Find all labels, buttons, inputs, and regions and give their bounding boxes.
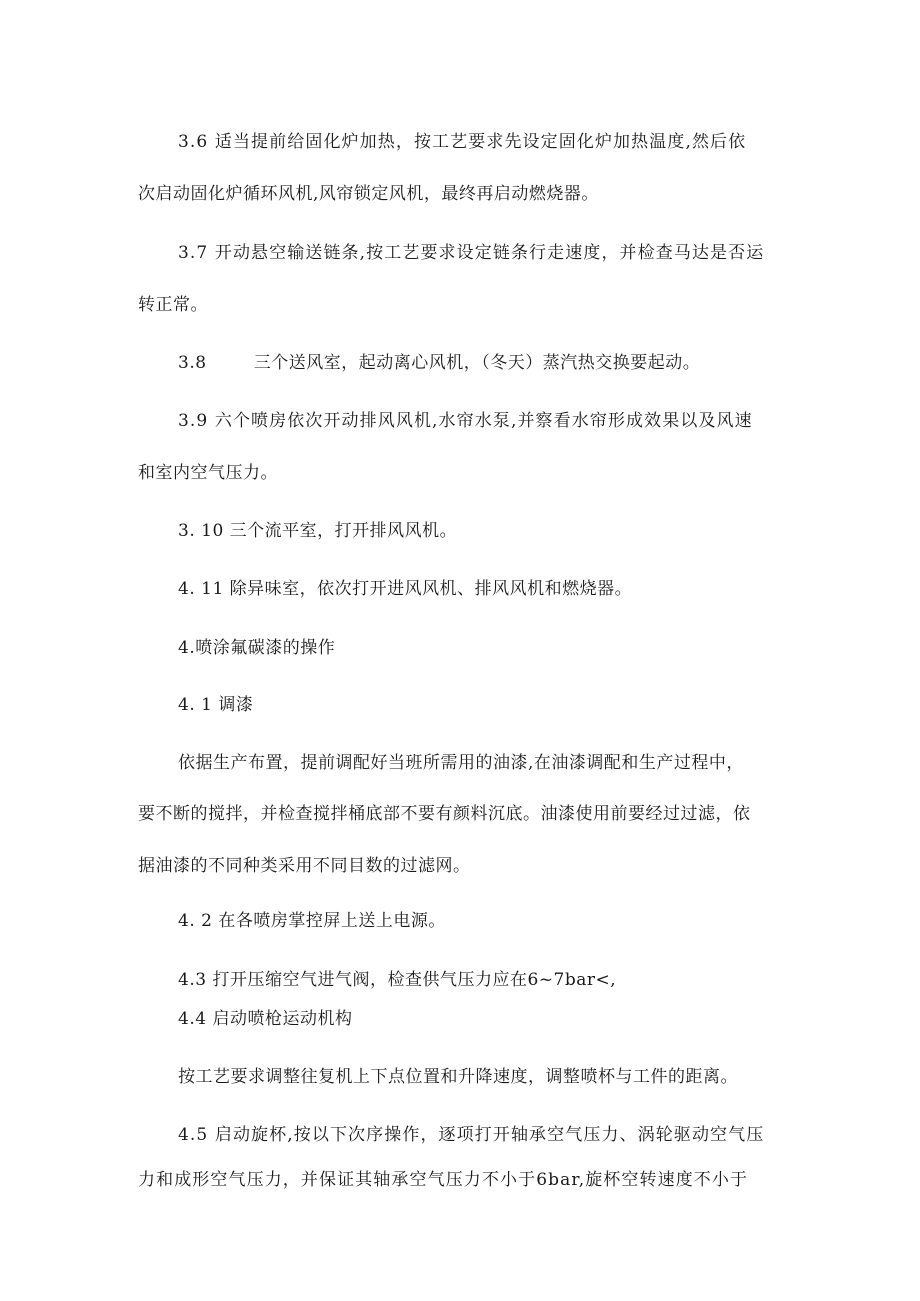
text-line: 4. 11 除异味室，依次打开进风风机、排风风机和燃烧器。 bbox=[178, 579, 633, 599]
text-line: 要不断的搅拌，并检查搅拌桶底部不要有颜料沉底。油漆使用前要经过过滤，依 bbox=[138, 804, 751, 824]
text-line: 次启动固化炉循环风机,风帘锁定风机，最终再启动燃烧器。 bbox=[138, 184, 599, 204]
text-line: 和室内空气压力。 bbox=[138, 463, 278, 483]
subsection-heading: 4. 1 调漆 bbox=[178, 695, 254, 715]
section-heading: 4.喷涂氟碳漆的操作 bbox=[178, 638, 336, 658]
text-line: 3.8 三个送风室，起动离心风机，（冬天）蒸汽热交换要起动。 bbox=[178, 353, 701, 373]
text-line: 力和成形空气压力，并保证其轴承空气压力不小于6bar,旋杯空转速度不小于 bbox=[138, 1170, 749, 1190]
text-line: 3.9 六个喷房依次开动排风风机,水帘水泵,并察看水帘形成效果以及风速 bbox=[178, 411, 753, 431]
text-line: 依据生产布置，提前调配好当班所需用的油漆,在油漆调配和生产过程中， bbox=[178, 753, 744, 773]
text-line: 4. 2 在各喷房掌控屏上送上电源。 bbox=[178, 911, 446, 931]
text-line: 4.5 启动旋杯,按以下次序操作，逐项打开轴承空气压力、涡轮驱动空气压 bbox=[178, 1125, 765, 1145]
text-line: 3. 10 三个流平室，打开排风风机。 bbox=[178, 521, 458, 541]
text-line: 按工艺要求调整往复机上下点位置和升降速度，调整喷杯与工件的距离。 bbox=[178, 1067, 738, 1087]
text-line: 3.6 适当提前给固化炉加热，按工艺要求先设定固化炉加热温度,然后依 bbox=[178, 132, 747, 152]
text-line: 据油漆的不同种类采用不同目数的过滤网。 bbox=[138, 856, 471, 876]
text-line: 3.7 开动悬空输送链条,按工艺要求设定链条行走速度，并检查马达是否运 bbox=[178, 243, 765, 263]
text-line: 4.4 启动喷枪运动机构 bbox=[178, 1009, 353, 1029]
text-line: 转正常。 bbox=[138, 295, 208, 315]
text-line: 4.3 打开压缩空气进气阀，检查供气压力应在6~7bar<, bbox=[178, 970, 617, 990]
